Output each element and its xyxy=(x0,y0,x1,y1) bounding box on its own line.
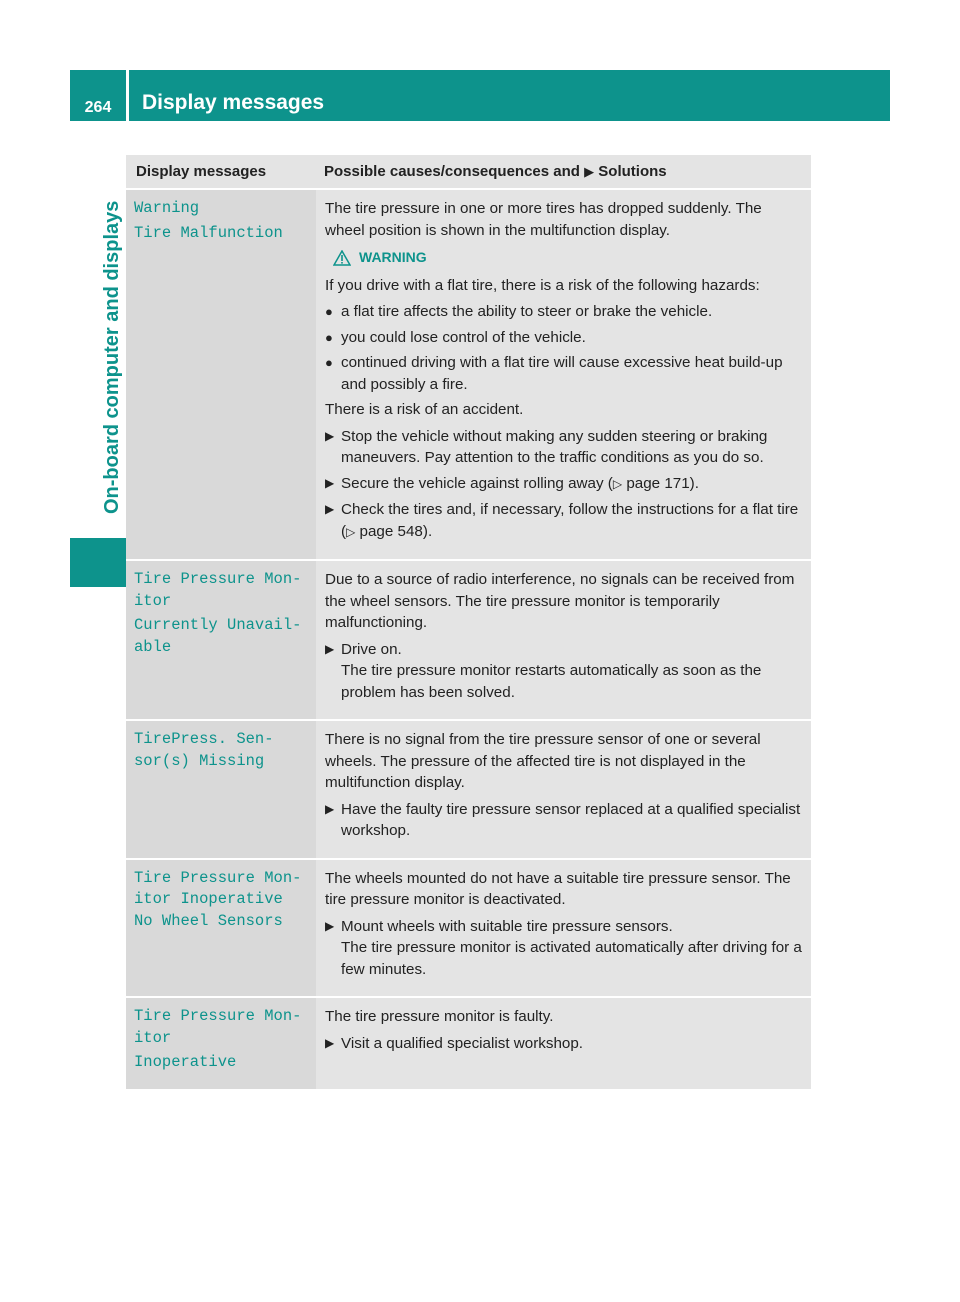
step-arrow-icon: ▶ xyxy=(325,1035,335,1050)
step-block xyxy=(341,639,803,704)
step-text-with-ref: Check the tires and, if necessary, follow the instructions for a flat tire (▷ page 548). xyxy=(341,501,799,540)
message-description-cell xyxy=(316,998,811,1091)
step-block xyxy=(341,916,803,981)
list-item xyxy=(325,352,803,395)
column-header-display-messages: Display messages xyxy=(126,155,316,190)
list-item xyxy=(325,639,803,704)
bullet-dot-icon: ● xyxy=(325,304,333,319)
table-header-row xyxy=(126,155,811,190)
step-text-with-ref: Secure the vehicle against rolling away (▷ page 171). xyxy=(341,474,699,492)
page-reference-link[interactable]: page 171 xyxy=(626,474,690,492)
hazard-text: continued driving with a flat tire will cause excessive heat build-up and possibly a fire. xyxy=(341,354,783,393)
list-item xyxy=(325,473,803,496)
table-row xyxy=(126,860,811,999)
page-title: Display messages xyxy=(142,91,325,114)
table-row xyxy=(126,190,811,561)
description-text: There is no signal from the tire pressure sensor of one or several wheels. The pressure of the affected tire is not displayed in the multifunction display. xyxy=(325,731,761,791)
message-code-line: Tire Pressure Mon‐ xyxy=(134,868,302,887)
message-code-line: sor(s) Missing xyxy=(134,751,265,770)
step-detail-text: The tire pressure monitor restarts automatically as soon as the problem has been solved. xyxy=(341,662,762,701)
message-code-line: Warning xyxy=(134,199,200,217)
step-text: Visit a qualified specialist workshop. xyxy=(341,1034,583,1052)
list-item xyxy=(325,426,803,469)
message-code-line: itor xyxy=(134,591,172,610)
side-tab-label: On-board computer and displays xyxy=(101,200,123,514)
step-text: Drive on. xyxy=(341,640,402,658)
page-reference-link[interactable]: page 548 xyxy=(359,522,423,540)
column-header-causes xyxy=(316,155,811,190)
message-code-line: Tire Pressure Mon‐ xyxy=(134,1007,302,1025)
step-arrow-icon: ▶ xyxy=(325,475,335,490)
header-separator xyxy=(126,70,129,121)
description-text: Due to a source of radio interference, no signals can be received from the wheel sensors. The tire pressure monitor is temporarily malfunctioning. xyxy=(325,571,795,631)
message-code-line: itor xyxy=(134,1028,172,1047)
message-description-cell xyxy=(316,721,811,860)
list-item xyxy=(325,1033,803,1055)
message-description-cell xyxy=(316,190,811,561)
message-code-line: Inoperative xyxy=(134,1053,237,1071)
list-item xyxy=(325,499,803,543)
step-text: Check the tires and, if necessary, follow the instructions for a flat tire ( xyxy=(341,501,799,540)
message-code-cell xyxy=(126,998,316,1091)
step-text: Mount wheels with suitable tire pressure sensors. xyxy=(341,917,673,935)
page-ref-arrow-icon: ▷ xyxy=(346,524,356,539)
step-arrow-icon: ▶ xyxy=(325,801,335,816)
page-number: 264 xyxy=(84,99,112,116)
page-ref-arrow-icon: ▷ xyxy=(612,476,623,491)
warning-triangle-icon xyxy=(333,250,351,266)
description-text: The wheels mounted do not have a suitable tire pressure sensor. The tire pressure monitor is deactivated. xyxy=(325,869,791,908)
step-text: Secure the vehicle against rolling away ( xyxy=(341,474,613,492)
message-code-cell xyxy=(126,190,316,561)
column-header-causes-text: Possible causes/consequences and xyxy=(324,162,580,180)
display-messages-table xyxy=(126,155,811,1091)
solutions-arrow-icon: ▶ xyxy=(584,163,595,179)
message-code-line: No Wheel Sensors xyxy=(134,911,283,930)
message-code-line: Tire Pressure Mon‐ xyxy=(134,570,302,588)
hazard-text: a flat tire affects the ability to steer or brake the vehicle. xyxy=(341,303,713,320)
list-item xyxy=(325,327,803,349)
hazard-text: you could lose control of the vehicle. xyxy=(341,328,586,346)
warning-label: WARNING xyxy=(359,249,427,265)
warning-heading xyxy=(333,247,803,269)
side-tab-marker xyxy=(70,538,126,587)
column-header-solutions-text: Solutions xyxy=(598,162,667,180)
list-item xyxy=(325,916,803,981)
message-code-line: Tire Malfunction xyxy=(134,223,283,242)
message-description-cell xyxy=(316,860,811,999)
table-row xyxy=(126,561,811,721)
message-code-line: Currently Unavail‐ xyxy=(134,616,302,634)
message-description-cell xyxy=(316,561,811,721)
step-arrow-icon: ▶ xyxy=(325,918,335,933)
step-arrow-icon: ▶ xyxy=(325,641,335,656)
step-text: Have the faulty tire pressure sensor replaced at a qualified specialist workshop. xyxy=(341,800,801,839)
description-text: The tire pressure monitor is faulty. xyxy=(325,1008,554,1025)
message-code-line: itor Inoperative xyxy=(134,890,283,908)
warning-intro-text: If you drive with a flat tire, there is a risk of the following hazards: xyxy=(325,276,760,294)
message-code-cell xyxy=(126,860,316,999)
message-code-cell xyxy=(126,561,316,721)
description-text: The tire pressure in one or more tires has dropped suddenly. The wheel position is shown in the multifunction display. xyxy=(325,200,762,239)
message-code-line: able xyxy=(134,637,172,656)
list-item xyxy=(325,301,803,323)
table-row xyxy=(126,998,811,1091)
message-code-cell xyxy=(126,721,316,860)
table-row xyxy=(126,721,811,860)
bullet-dot-icon: ● xyxy=(325,329,333,345)
step-text: Stop the vehicle without making any sudden steering or braking maneuvers. Pay attention to the traffic conditions as you do so. xyxy=(341,427,768,466)
step-arrow-icon: ▶ xyxy=(325,428,335,443)
list-item xyxy=(325,799,803,842)
step-arrow-icon: ▶ xyxy=(325,502,335,516)
message-code-line: TirePress. Sen‐ xyxy=(134,730,274,748)
step-detail-text: The tire pressure monitor is activated automatically after driving for a few minutes. xyxy=(341,939,802,978)
risk-text: There is a risk of an accident. xyxy=(325,401,524,418)
bullet-dot-icon: ● xyxy=(325,355,333,370)
